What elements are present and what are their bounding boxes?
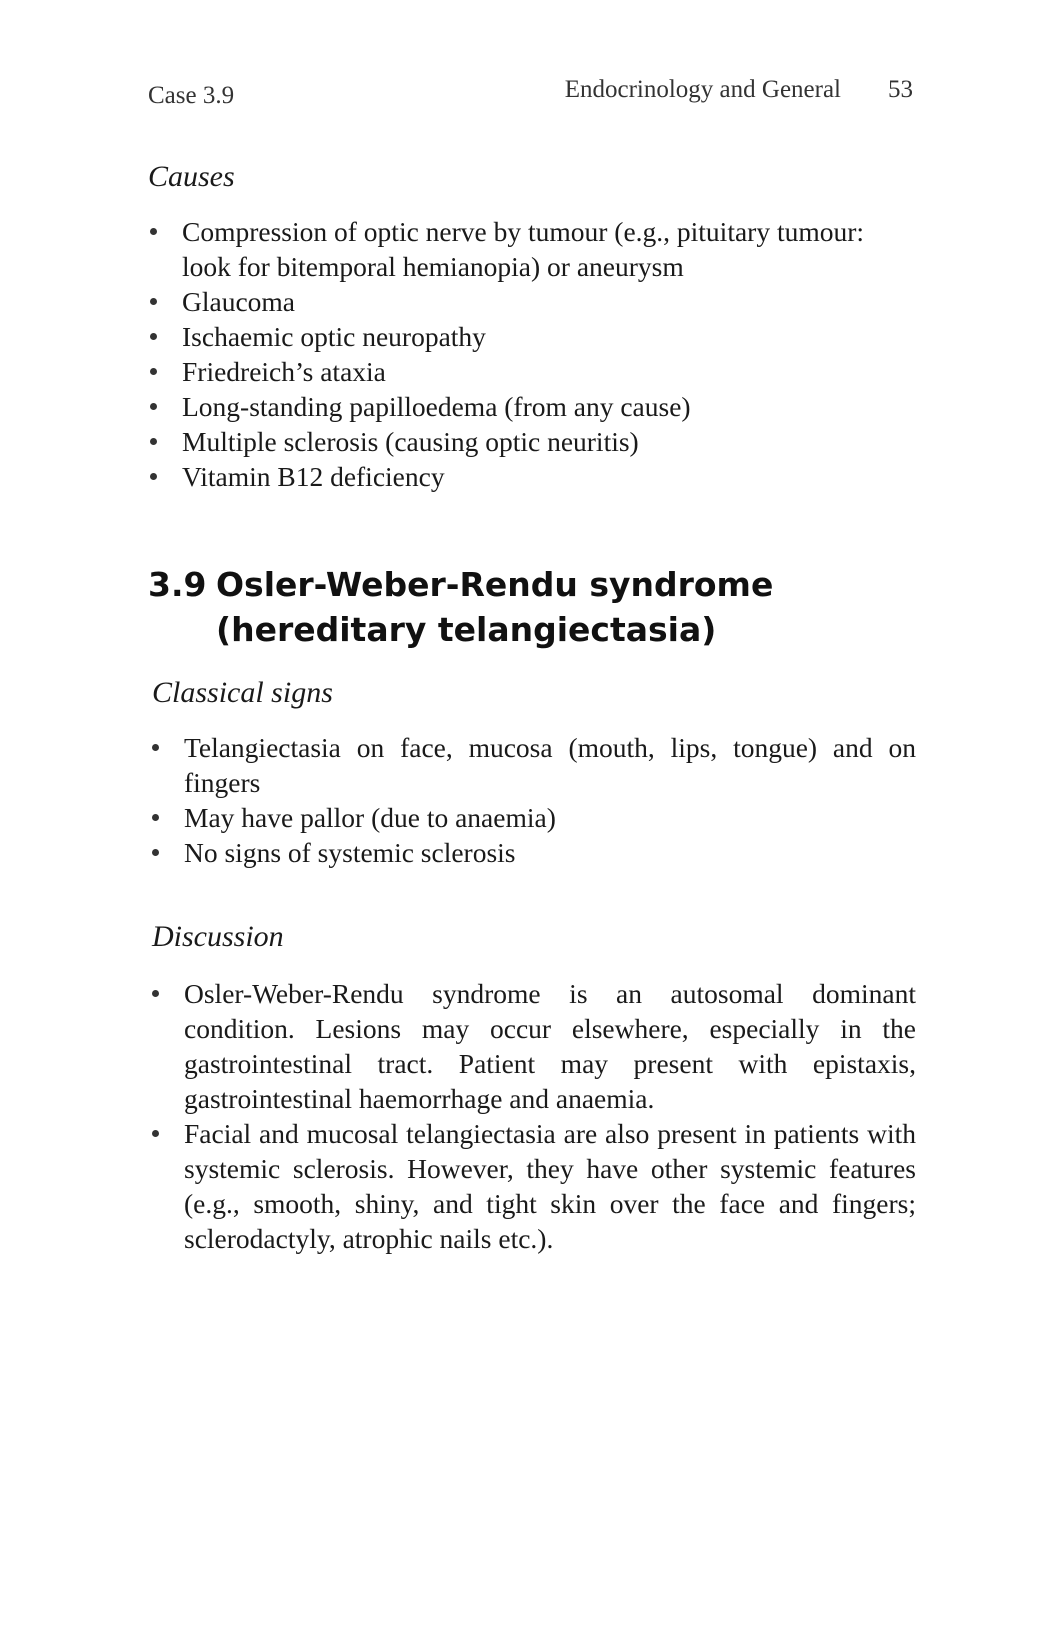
bullet-icon (150, 228, 157, 235)
bullet-icon (152, 814, 159, 821)
list-item: Long-standing papilloedema (from any cause) (146, 389, 916, 424)
section-title: Endocrinology and General (564, 76, 841, 103)
bullet-icon (150, 438, 157, 445)
page-number: 53 (888, 76, 913, 103)
list-item: Multiple sclerosis (causing optic neuritis) (146, 424, 916, 459)
bullet-icon (152, 990, 159, 997)
bullet-icon (150, 368, 157, 375)
bullet-icon (150, 403, 157, 410)
list-item: May have pallor (due to anaemia) (148, 800, 916, 835)
list-item: Telangiectasia on face, mucosa (mouth, lips, tongue) and on fingers (148, 730, 916, 800)
section-number: 3.9 (148, 565, 207, 604)
classical-signs-heading: Classical signs (152, 676, 333, 709)
bullet-icon (152, 849, 159, 856)
discussion-list (148, 976, 916, 1256)
bullet-icon (152, 1130, 159, 1137)
list-item: Facial and mucosal telangiectasia are also present in patients with systemic sclerosis. However, they have other systemic features (e.g., smooth, shiny, and tight skin over the face and fingers; sclerodactyly, atrophic nails etc.). (148, 1116, 916, 1256)
section-heading-title: Osler-Weber-Rendu syndrome (hereditary telangiectasia) (216, 565, 774, 649)
list-item: No signs of systemic sclerosis (148, 835, 916, 870)
list-item: Friedreich’s ataxia (146, 354, 916, 389)
causes-heading: Causes (148, 160, 235, 193)
list-item: Compression of optic nerve by tumour (e.g., pituitary tumour: look for bitemporal hemianopia) or aneurysm (146, 214, 916, 284)
running-header (148, 76, 913, 116)
discussion-heading: Discussion (152, 920, 284, 953)
list-item: Osler-Weber-Rendu syndrome is an autosomal dominant condition. Lesions may occur elsewhere, especially in the gastrointestinal tract. Patient may present with epistaxis, gastrointestinal haemorrhage and anaemia. (148, 976, 916, 1116)
case-label: Case 3.9 (148, 82, 235, 109)
classical-signs-list (148, 730, 916, 870)
list-item: Vitamin B12 deficiency (146, 459, 916, 494)
bullet-icon (150, 333, 157, 340)
bullet-icon (150, 473, 157, 480)
list-item: Glaucoma (146, 284, 916, 319)
list-item: Ischaemic optic neuropathy (146, 319, 916, 354)
bullet-icon (150, 298, 157, 305)
bullet-icon (152, 744, 159, 751)
causes-list (146, 214, 916, 494)
